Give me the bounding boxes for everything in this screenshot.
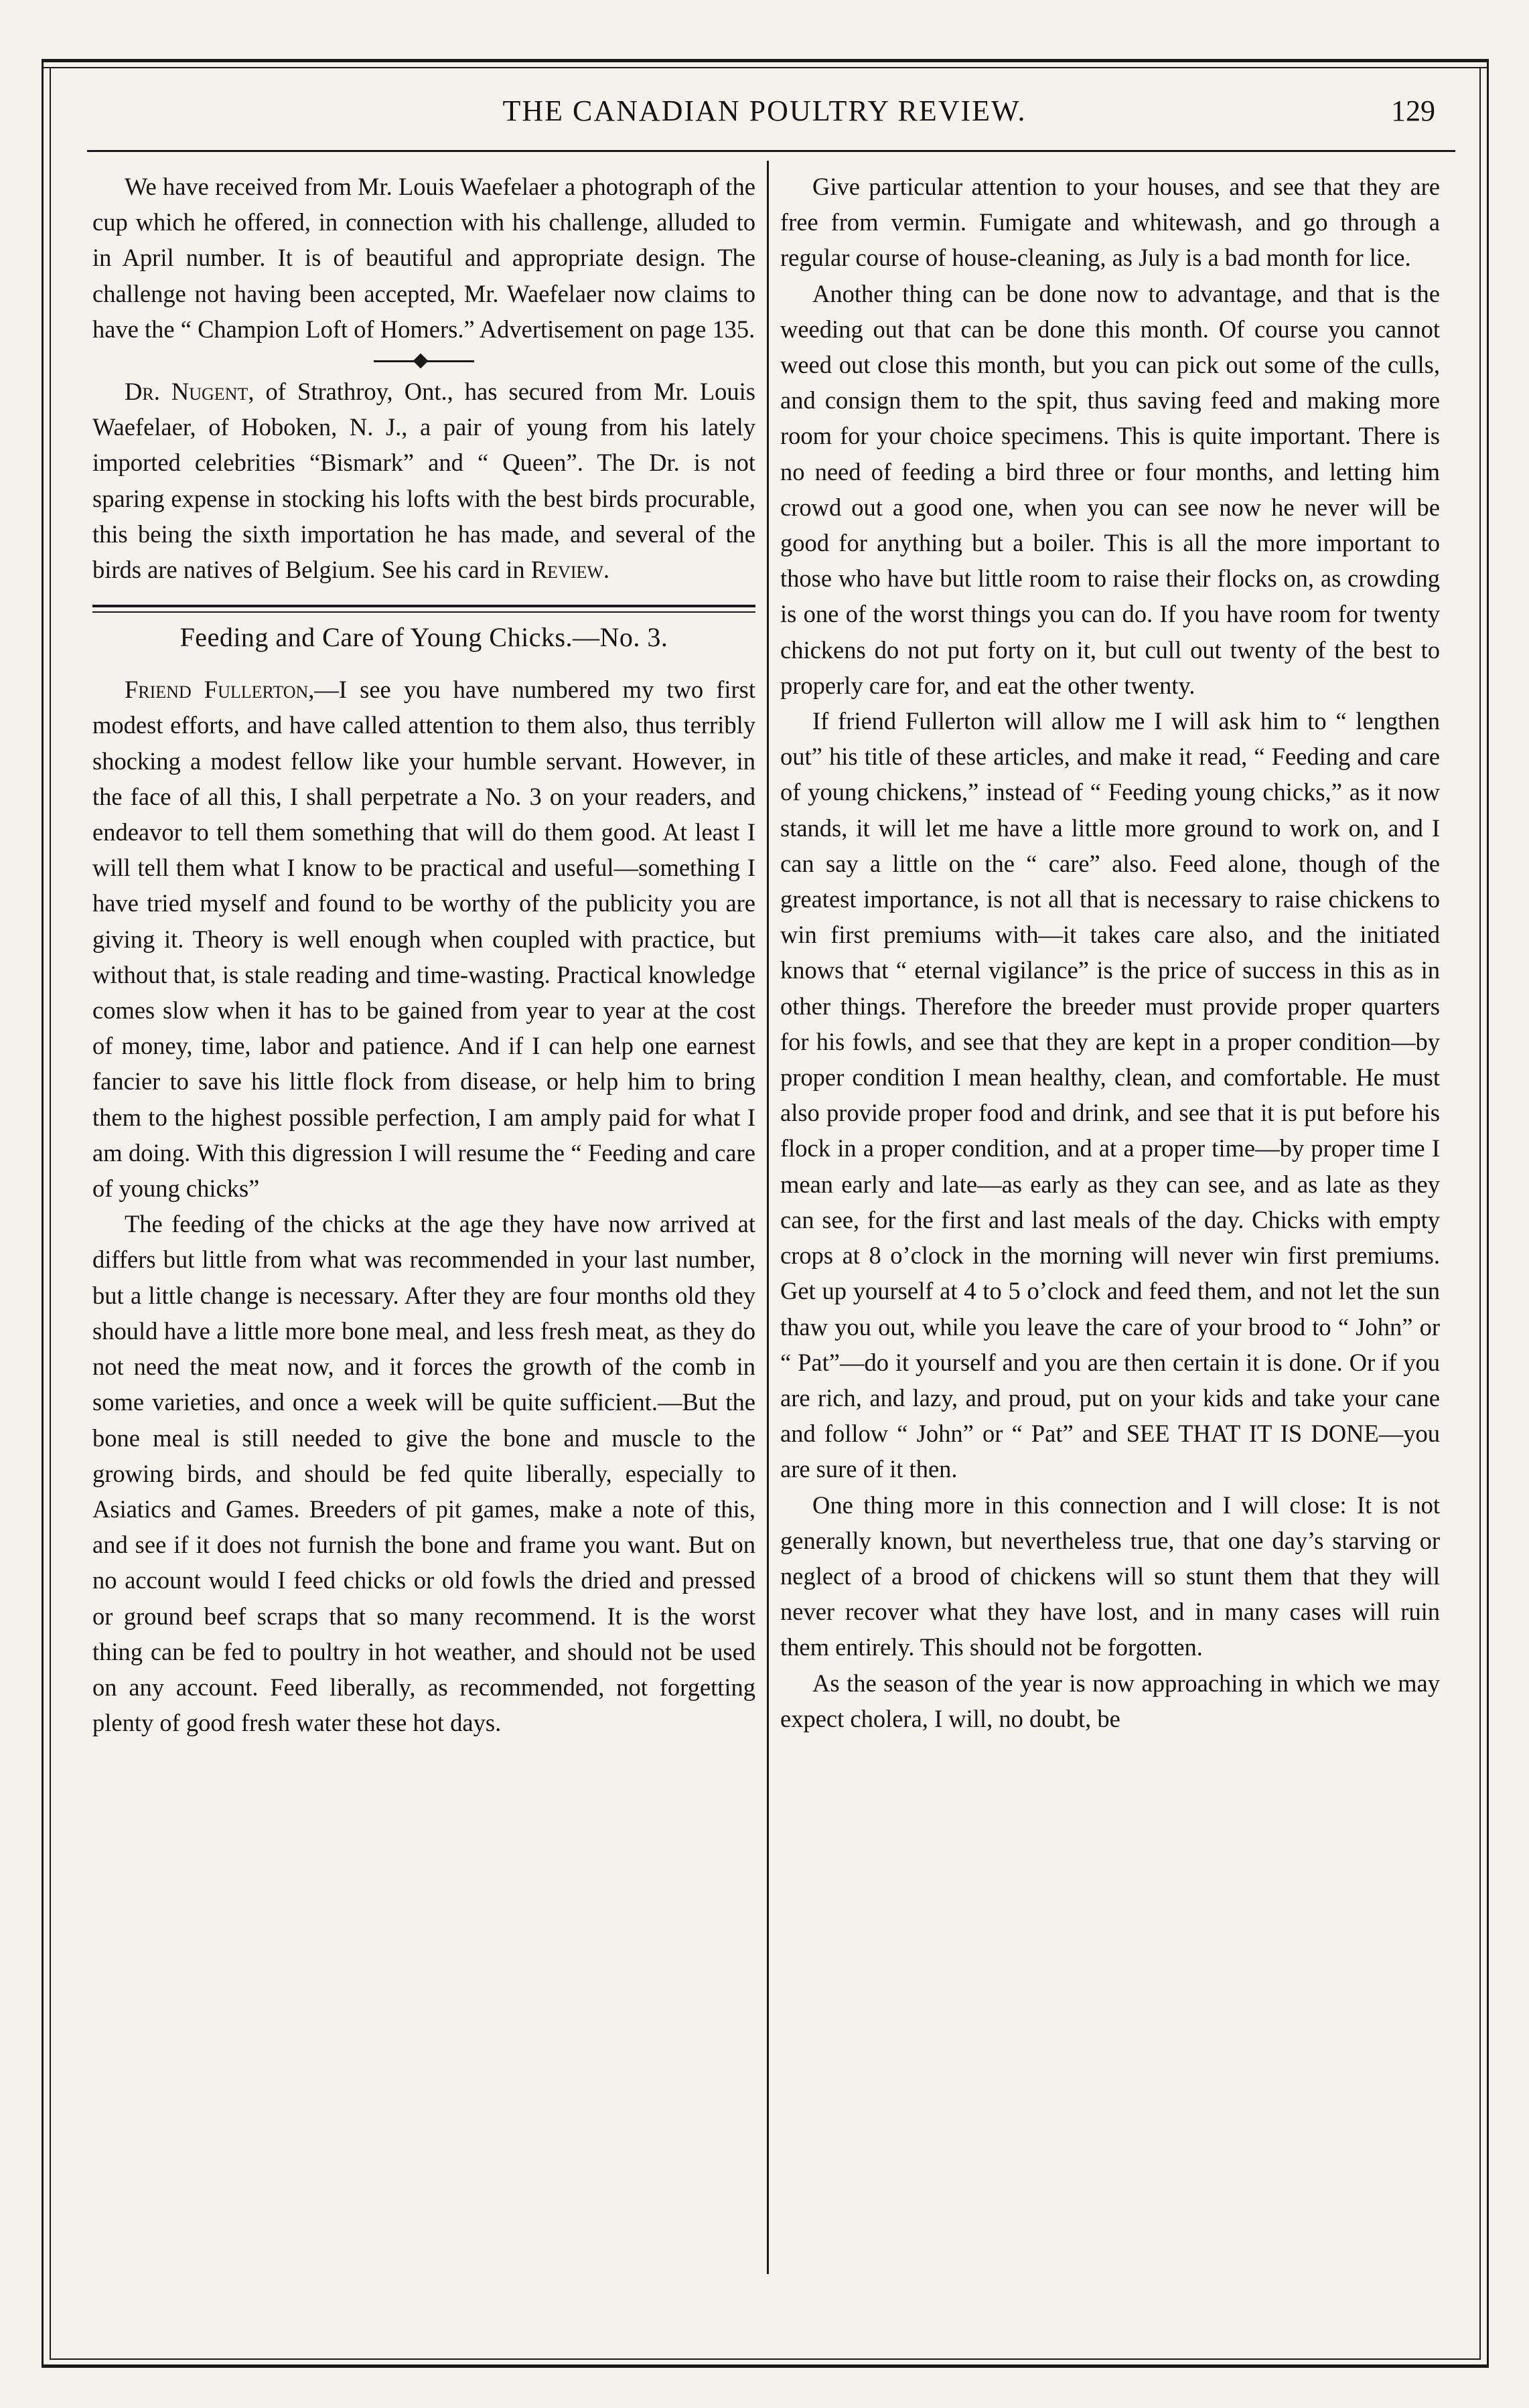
page-number: 129: [1391, 94, 1435, 127]
paragraph-nugent: [92, 374, 755, 587]
left-column: [92, 169, 755, 1740]
paragraph-feeding-chicks: The feeding of the chicks at the age they have now arrived at differs but little from what was recommended in your last number, but a little change is necessary. After they are four months old they should have a little more bone meal, and less fresh meat, as they do not need the meat now, and it forces the growth of the comb in some varieties, and once a week will be quite sufficient.—But the bone meal is still needed to give the bone and muscle to the growing birds, and should be fed quite liberally, especially to Asiatics and Games. Breeders of pit games, make a note of this, and see if it does not furnish the bone and frame you want. But on no account would I feed chicks or old fowls the dried and pressed or ground beef scraps that so many recommend. It is the worst thing can be fed to poultry in hot weather, and should not be used on any account. Feed liberally, as recommended, not forgetting plenty of good fresh water these hot days.: [92, 1210, 755, 1737]
paragraph-houses: Give particular attention to your houses, and see that they are free from vermin. Fumigate and whitewash, and go through a regular course of house-cleaning, as July is a bad month for lice.: [780, 173, 1440, 272]
person-name: Dr. Nugent: [125, 378, 248, 406]
header-rule: [87, 150, 1455, 152]
paragraph-friend-fullerton: [92, 672, 755, 1206]
salutation: Friend Fullerton: [125, 676, 309, 704]
column-divider: [767, 161, 769, 2274]
running-head: [74, 94, 1455, 141]
paragraph-lengthen-title: If friend Fullerton will allow me I will ask him to “ lengthen out” his title of these articles, and make it read, “ Feeding and care of young chickens,” instead of “ Feeding young chicks,” as it now stands, it will let me have a little more ground to work on, and I can say a little on the “ care” also. Feed alone, though of the greatest importance, is not all that is necessary to raise chickens to win first premiums with—it takes care also, and the initiated knows that “ eternal vigilance” is the price of success in this as in other things. Therefore the breeder must provide proper quarters for his fowls, and see that they are kept in a proper condition—by proper condition I mean healthy, clean, and comfortable. He must also provide proper food and drink, and see that it is put before his flock in a proper condition, and at a proper time—by proper time I mean early and late—as early as they can see, and as late as they can see, for the first and last meals of the day. Chicks with empty crops at 8 o’clock in the morning will never win first premiums. Get up yourself at 4 to 5 o’clock and feed them, and not let the sun thaw you out, while you leave the care of your brood to “ John” or “ Pat”—do it yourself and you are then certain it is done. Or if you are rich, and lazy, and proud, put on your kids and take your cane and follow “ John” or “ Pat” and SEE THAT IT IS DONE—you are sure of it then.: [780, 707, 1440, 1483]
ornament-divider: [92, 347, 755, 374]
border-rule-right: [1487, 59, 1489, 2368]
paragraph-weeding-out: Another thing can be done now to advantage, and that is the weeding out that can be done this month. Of course you cannot weed out close this month, but you can pick out some of the culls, and consign them to the spit, thus saving feed and making more room for your choice specimens. This is quite important. There is no need of feeding a bird three or four months, and letting him crowd out a good one, when you can see now he never will be good for anything but a boiler. This is all the more important to those who have but little room to raise their flocks on, as crowding is one of the worst things you can do. If you have room for twenty chickens do not put forty on it, but cull out twenty of the best to properly care for, and eat the other twenty.: [780, 279, 1440, 699]
border-rule-top-inner: [42, 67, 1489, 68]
right-column: [780, 169, 1440, 1736]
journal-title: THE CANADIAN POULTRY REVIEW.: [502, 94, 1027, 127]
border-rule-bottom-inner: [50, 2358, 1481, 2360]
paragraph-waefelaer-cup: We have received from Mr. Louis Waefelaer a photograph of the cup which he offered, in connection with his challenge, alluded to in April number. It is of beautiful and appropriate design. The challenge not having been accepted, Mr. Waefelaer now claims to have the “ Champion Loft of Homers.” Advertisement on page 135.: [92, 173, 755, 343]
ornament-icon: [374, 360, 474, 362]
paragraph-one-thing-more: One thing more in this connection and I will close: It is not generally known, but nevertheless true, that one day’s starving or neglect of a brood of chickens will so stunt them that they will never recover what they have lost, and in many cases will ruin them entirely. This should not be forgotten.: [780, 1491, 1440, 1661]
border-rule-bottom: [42, 2364, 1489, 2368]
article-title: Feeding and Care of Young Chicks.—No. 3.: [179, 622, 668, 653]
review-reference: Review.: [530, 556, 610, 584]
paragraph-nugent-text: , of Strathroy, Ont., has secured from Mr. Louis Waefelaer, of Hoboken, N. J., a pair of young from his lately imported celebrities “Bismark” and “ Queen”. The Dr. is not sparing expense in stocking his lofts with the best birds procurable, this being the sixth importation he has made, and several of the birds are natives of Belgium. See his card in: [92, 378, 755, 584]
section-rule: [92, 605, 755, 613]
border-rule-left-inner: [50, 67, 51, 2360]
paragraph-friend-fullerton-text: ,—I see you have numbered my two first modest efforts, and have called attention to them also, thus terribly shocking a modest fellow like your humble servant. However, in the face of all this, I shall perpetrate a No. 3 on your readers, and endeavor to tell them something that will do them good. At least I will tell them what I know to be practical and useful—something I have tried myself and found to be worthy of the publicity you are giving it. Theory is well enough when coupled with practice, but without that, is stale reading and time-wasting. Practical knowledge comes slow when it has to be gained from year to year at the cost of money, time, labor and patience. And if I can help one earnest fancier to save his little flock from disease, or help him to bring them to the highest possible perfection, I am amply paid for what I am doing. With this digression I will resume the “ Feeding and care of young chicks”: [92, 676, 755, 1203]
paragraph-cholera: As the season of the year is now approaching in which we may expect cholera, I will, no doubt, be: [780, 1669, 1440, 1732]
border-rule-left: [42, 59, 44, 2368]
border-rule-top: [42, 59, 1489, 62]
border-rule-right-inner: [1479, 67, 1481, 2360]
